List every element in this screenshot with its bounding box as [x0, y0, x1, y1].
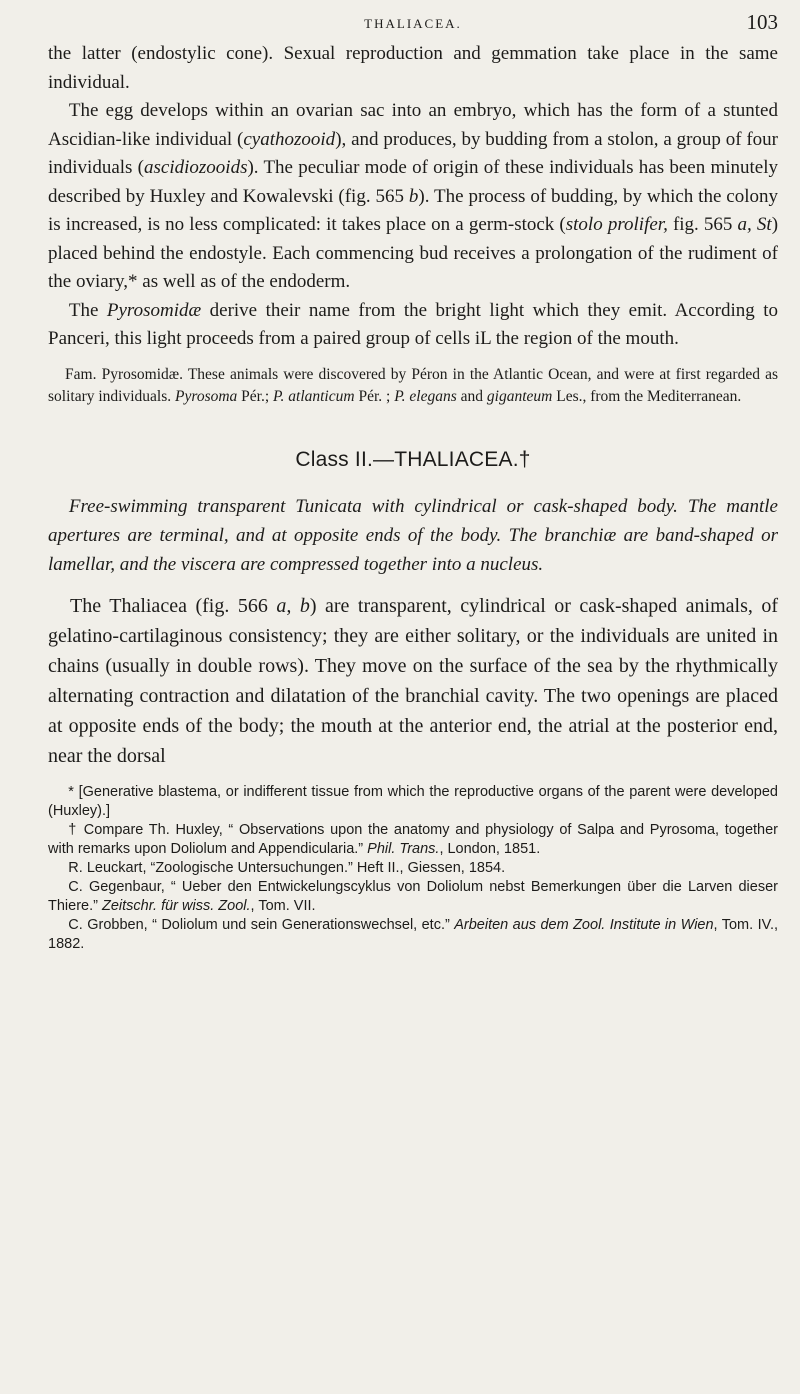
running-header: [48, 0, 778, 40]
text-run: Fam. Pyrosomidæ. These animals were discovered by Péron in the Atlantic Ocean, and were at first regarded as solitary individuals.: [48, 365, 778, 405]
italic-term: b: [408, 185, 419, 207]
italic-term: Arbeiten aus dem Zool. Institute in Wien: [454, 916, 714, 933]
running-title: THALIACEA.: [364, 16, 462, 31]
footnote-gegenbaur: [48, 878, 778, 916]
text-run: ), and produces, by budding from a stolon, a group of four individuals (: [48, 128, 779, 178]
text-run: derive their name from the bright light which they emit. According to Panceri, this light proceeds from a paired group of cells iL the region of the mouth.: [48, 299, 779, 349]
text-run: , London, 1851.: [439, 840, 541, 857]
italic-term: Pyrosoma: [175, 387, 238, 405]
italic-term: ascidiozooids: [144, 157, 248, 178]
text-run: The: [68, 299, 107, 321]
paragraph-thaliacea-description: [48, 591, 778, 771]
paragraph-text: the latter (endostylic cone). Sexual reproduction and gemmation take place in the same individual.: [48, 43, 778, 93]
italic-term: Phil. Trans.: [367, 840, 440, 857]
text-run: The Thaliacea (fig. 566: [70, 594, 277, 617]
paragraph-continuation: [48, 40, 778, 97]
text-run: † Compare Th. Huxley, “ Observations upon the anatomy and physiology of Salpa and Pyrosoma, together with remarks upon Doliolum and Appendicularia.”: [48, 821, 778, 857]
text-run: and: [456, 387, 487, 405]
text-run: fig. 565: [667, 214, 738, 235]
class-diagnosis: Free-swimming transparent Tunicata with cylindrical or cask-shaped body. The mantle apertures are terminal, and at opposite ends of the body. The branchiæ are band-shaped or lamellar, and the viscera are compressed together into a nucleus.: [48, 495, 778, 575]
text-run: Pér.;: [237, 387, 274, 405]
paragraph-egg-development: [48, 97, 778, 297]
text-run: , Tom. VII.: [250, 897, 316, 914]
text-run: C. Gegenbaur, “ Ueber den Entwickelungscyklus von Doliolum nebst Bemerkungen über die Larven dieser Thiere.”: [48, 878, 778, 914]
italic-term: P. elegans: [394, 387, 457, 405]
footnote-leuckart: R. Leuckart, “Zoologische Untersuchungen.” Heft II., Giessen, 1854.: [68, 859, 506, 876]
text-run: ). The process of budding, by which the colony is increased, is no less complicated: it takes place on a germ-stock (: [48, 185, 779, 235]
italic-term: P. atlanticum: [273, 387, 355, 405]
text-run: Les., from the Mediterranean.: [552, 387, 742, 405]
text-run: Pér. ;: [354, 387, 395, 405]
family-note: [48, 364, 778, 408]
text-run: ) are transparent, cylindrical or cask-shaped animals, of gelatino-cartilaginous consistency; they are either solitary, or the individuals are united in chains (usually in double rows). They move on the surface of the sea by the rhythmically alternating contraction and dilatation of the branchial cavity. The two openings are placed at opposite ends of the body; the mouth at the anterior end, the atrial at the posterior end, near the dorsal: [48, 594, 779, 767]
italic-term: Zeitschr. für wiss. Zool.: [102, 897, 251, 914]
text-run: C. Grobben, “ Doliolum und sein Generationswechsel, etc.”: [68, 916, 455, 933]
paragraph-pyrosomidae-light: [48, 297, 778, 354]
italic-term: cyathozooid: [243, 128, 336, 150]
footnotes: [48, 783, 778, 954]
footnote-grobben: [48, 916, 778, 954]
italic-term: a, b: [276, 594, 310, 617]
text-run: , Tom. IV., 1882.: [48, 916, 778, 952]
class-heading: Class II.—THALIACEA.†: [295, 447, 531, 471]
footnote-generative-blastema: * [Generative blastema, or indifferent tissue from which the reproductive organs of the parent were developed (Huxley).]: [48, 783, 778, 819]
italic-term: giganteum: [486, 387, 553, 405]
italic-term: a, St: [737, 214, 772, 235]
page-number: 103: [746, 10, 778, 34]
text-run: ) placed behind the endostyle. Each commencing bud receives a prolongation of the rudiment of the oviary,* as well as of the endoderm.: [48, 214, 779, 292]
italic-term: Pyrosomidæ: [106, 299, 202, 321]
footnote-huxley: [48, 821, 778, 859]
text-run: The egg develops within an ovarian sac into an embryo, which has the form of a stunted Ascidian-like individual (: [48, 100, 778, 150]
text-run: ). The peculiar mode of origin of these individuals has been minutely described by Huxley and Kowalevski (fig. 565: [48, 157, 778, 207]
italic-term: stolo prolifer,: [565, 214, 668, 235]
